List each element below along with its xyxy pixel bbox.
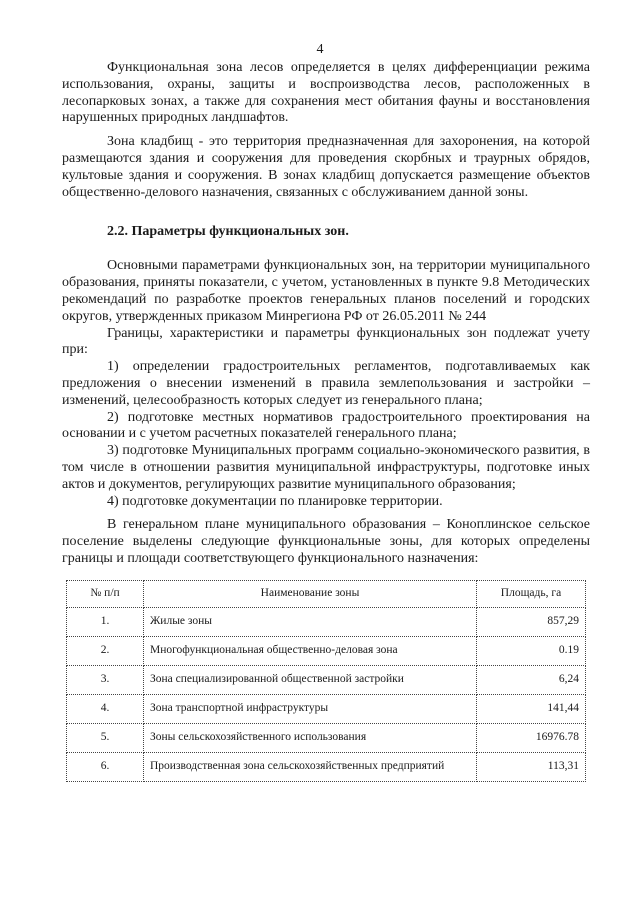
paragraph-cemetery-zone: Зона кладбищ - это территория предназначенная для захоронения, на которой размещаются здания и сооружения для проведения скорбных и траурных обрядов, культовые здания и сооружения. В зонах кладбищ допускается размещение объектов общественно-делового назначения, связанных с обслуживанием данной зоны.: [62, 134, 590, 200]
row-number: 5.: [67, 723, 144, 752]
row-number: 4.: [67, 694, 144, 723]
header-number: № п/п: [67, 580, 144, 607]
list-item-2: 2) подготовке местных нормативов градостроительного проектирования на основании и с учетом расчетных показателей генерального плана;: [62, 409, 590, 442]
table-row: [67, 636, 586, 665]
row-zone-name: Жилые зоны: [144, 607, 477, 636]
section-title: 2.2. Параметры функциональных зон.: [107, 224, 349, 240]
table-row: [67, 665, 586, 694]
row-number: 3.: [67, 665, 144, 694]
table-header-row: [67, 580, 586, 607]
table-row: [67, 607, 586, 636]
row-zone-name: Многофункциональная общественно-деловая зона: [144, 636, 477, 665]
paragraph-forest-zone: Функциональная зона лесов определяется в целях дифференциации режима использования, охраны, защиты и воспроизводства лесов, расположенных в лесопарковых зонах, а также для сохранения мест обитания фауны и восстановления нарушенных природных ландшафтов.: [62, 60, 590, 126]
table-row: [67, 752, 586, 781]
row-area: 141,44: [477, 694, 586, 723]
page-number: 4: [316, 42, 324, 57]
row-zone-name: Зона транспортной инфраструктуры: [144, 694, 477, 723]
row-number: 6.: [67, 752, 144, 781]
zones-table: [66, 580, 586, 782]
header-area: Площадь, га: [477, 580, 586, 607]
table-row: [67, 694, 586, 723]
row-area: 0.19: [477, 636, 586, 665]
row-zone-name: Зоны сельскохозяйственного использования: [144, 723, 477, 752]
row-area: 857,29: [477, 607, 586, 636]
paragraph-zones-intro: В генеральном плане муниципального образования – Коноплинское сельское поселение выделены следующие функциональные зоны, для которых определены границы и площади соответствующего функционального назначения:: [62, 517, 590, 566]
row-zone-name: Производственная зона сельскохозяйственных предприятий: [144, 752, 477, 781]
row-number: 2.: [67, 636, 144, 665]
document-body: [62, 60, 590, 782]
list-item-4: 4) подготовке документации по планировке территории.: [107, 493, 443, 509]
row-area: 6,24: [477, 665, 586, 694]
paragraph-parameters: Основными параметрами функциональных зон, на территории муниципального образования, приняты показатели, с учетом, установленных в пункте 9.8 Методических рекомендаций по разработке проектов генеральных планов поселений и городских округов, утвержденных приказом Минрегиона РФ от 26.05.2011 № 244: [62, 258, 590, 324]
header-zone-name: Наименование зоны: [144, 580, 477, 607]
table-row: [67, 723, 586, 752]
list-item-3: 3) подготовке Муниципальных программ социально-экономического развития, в том числе в отношении развития муниципальной инфраструктуры, подготовке иных актов и документов, регулирующих развитие муниципального образования;: [62, 443, 590, 492]
paragraph-boundaries: Границы, характеристики и параметры функциональных зон подлежат учету при:: [62, 325, 590, 358]
row-area: 16976.78: [477, 723, 586, 752]
row-area: 113,31: [477, 752, 586, 781]
row-zone-name: Зона специализированной общественной застройки: [144, 665, 477, 694]
list-item-1: 1) определении градостроительных регламентов, подготавливаемых как предложения о внесении изменений в правила землепользования и застройки – изменений, целесообразность которых следует из генерального плана;: [62, 359, 590, 408]
row-number: 1.: [67, 607, 144, 636]
